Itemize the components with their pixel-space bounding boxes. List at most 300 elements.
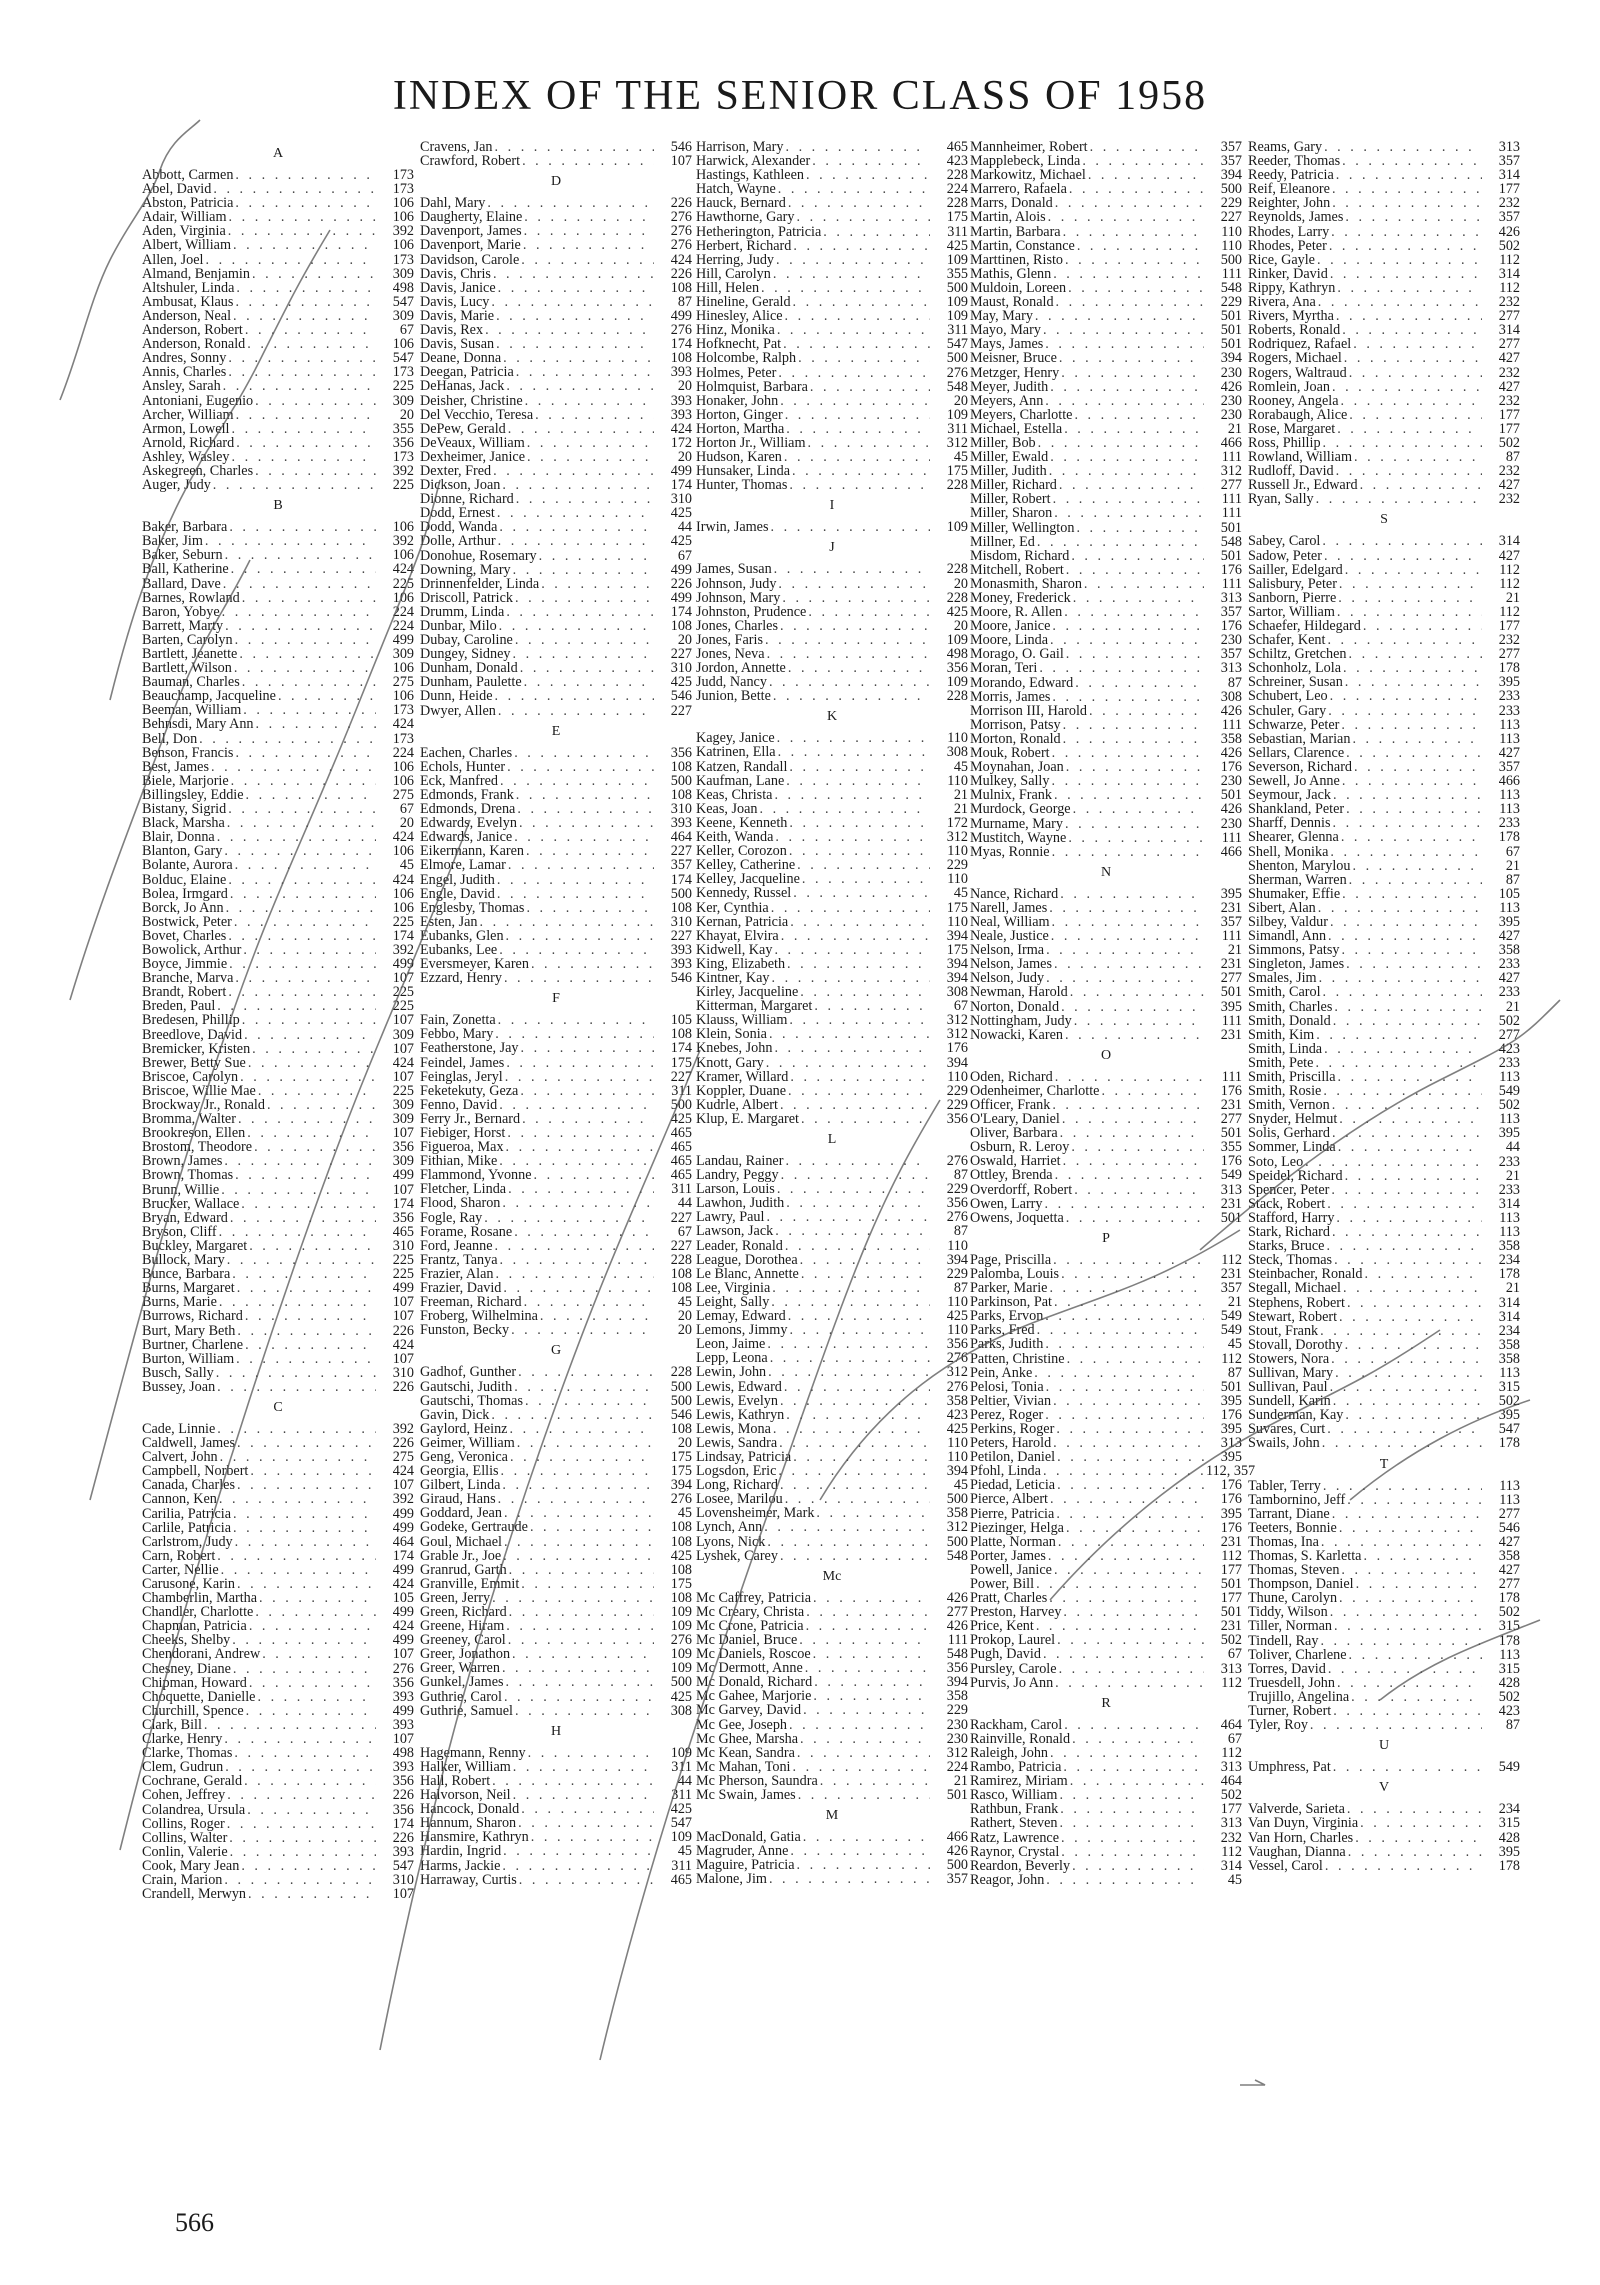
index-entry (970, 478, 1242, 492)
index-entry (420, 1859, 692, 1873)
index-entry (696, 1027, 968, 1041)
leader-dots (244, 1028, 376, 1042)
index-entry (1248, 802, 1520, 816)
leader-dots (1332, 1507, 1482, 1521)
leader-dots (256, 717, 376, 731)
page-reference: 395 (1220, 885, 1242, 902)
student-name: Moore, Linda (970, 632, 1049, 649)
index-entry (696, 562, 968, 576)
index-entry (696, 844, 968, 858)
student-name: Beeman, William (142, 702, 242, 719)
student-name: Neal, William (970, 913, 1050, 930)
index-entry (970, 239, 1242, 253)
page-title: INDEX OF THE SENIOR CLASS OF 1958 (392, 73, 1208, 119)
index-entry (142, 1295, 414, 1309)
index-entry (1248, 1014, 1520, 1028)
student-name: Dungey, Sidney (420, 646, 511, 663)
index-entry (696, 1323, 968, 1337)
index-entry (696, 323, 968, 337)
page-reference: 227 (670, 646, 692, 663)
leader-dots (1051, 929, 1204, 943)
leader-dots (1053, 492, 1204, 506)
page-reference: 357 (1220, 1280, 1242, 1297)
leader-dots (495, 140, 655, 154)
leader-dots (246, 788, 376, 802)
index-entry (420, 1535, 692, 1549)
student-name: Sunderman, Kay (1248, 1407, 1344, 1424)
page-reference: 112 (1499, 251, 1520, 268)
leader-dots (1328, 1662, 1482, 1676)
leader-dots (247, 1803, 376, 1817)
index-entry (970, 1873, 1242, 1887)
section-letter: S (1380, 512, 1388, 528)
page-reference: 113 (1499, 1646, 1520, 1663)
student-name: Del Vecchio, Teresa (420, 406, 534, 423)
index-entry (696, 1774, 968, 1788)
leader-dots (1341, 394, 1483, 408)
leader-dots (1052, 619, 1204, 633)
leader-dots (785, 1492, 930, 1506)
leader-dots (1326, 1239, 1482, 1253)
leader-dots (1327, 1422, 1482, 1436)
index-entry (696, 633, 968, 647)
student-name: Long, Richard (696, 1477, 778, 1494)
leader-dots (797, 858, 930, 872)
student-name: Metzger, Henry (970, 364, 1060, 381)
leader-dots (231, 774, 376, 788)
page-reference: 428 (1498, 1829, 1520, 1846)
page-reference: 175 (670, 1575, 692, 1592)
index-entry (142, 267, 414, 281)
leader-dots (1061, 1000, 1204, 1014)
student-name: Dunn, Heide (420, 688, 493, 705)
leader-dots (1036, 1577, 1204, 1591)
index-entry (1248, 182, 1520, 196)
leader-dots (233, 309, 376, 323)
page-reference: 310 (670, 660, 692, 677)
leader-dots (237, 1324, 376, 1338)
leader-dots (516, 788, 654, 802)
section-letter: E (551, 723, 561, 739)
student-name: Rogers, Waltraud (1248, 364, 1347, 381)
student-name: Tiddy, Wilson (1248, 1604, 1328, 1621)
student-name: Thune, Carolyn (1248, 1590, 1338, 1607)
student-name: Singleton, James (1248, 956, 1345, 973)
index-entry (1248, 1084, 1520, 1098)
page-reference: 499 (670, 462, 692, 479)
leader-dots (786, 1408, 930, 1422)
index-entry (420, 1408, 692, 1422)
page-reference: 428 (1498, 1674, 1520, 1691)
leader-dots (793, 295, 930, 309)
page-reference: 276 (670, 209, 692, 226)
student-name: Drumm, Linda (420, 603, 505, 620)
index-entry (1248, 1831, 1520, 1845)
index-entry (1248, 1676, 1520, 1690)
index-entry (420, 1450, 692, 1464)
student-name: Brandt, Robert (142, 984, 227, 1001)
student-name: Solis, Gerhard (1248, 1125, 1330, 1142)
leader-dots (504, 1535, 654, 1549)
leader-dots (524, 210, 654, 224)
leader-dots (234, 1746, 376, 1760)
page-reference: 173 (392, 167, 414, 183)
page-reference: 20 (953, 392, 968, 409)
page-reference: 111 (1221, 1068, 1242, 1085)
index-entry (1248, 563, 1520, 577)
student-name: Greer, Warren (420, 1660, 500, 1677)
student-name: Gautschi, Judith (420, 1378, 513, 1395)
student-name: Gavin, Dick (420, 1406, 490, 1423)
student-name: Churchill, Spence (142, 1702, 244, 1719)
index-entry (1248, 1619, 1520, 1633)
leader-dots (1054, 506, 1204, 520)
page-reference: 108 (670, 618, 692, 634)
page-reference: 392 (392, 462, 414, 479)
student-name: Lynch, Ann (696, 1519, 763, 1536)
leader-dots (1356, 1577, 1482, 1591)
leader-dots (498, 704, 654, 718)
student-name: Eubanks, Lee (420, 941, 498, 958)
index-entry (1248, 887, 1520, 901)
index-entry (1248, 605, 1520, 619)
page-reference: 392 (392, 533, 414, 550)
student-name: Nelson, Judy (970, 970, 1045, 987)
index-entry (1248, 1422, 1520, 1436)
student-name: Baron, Yobye (142, 603, 220, 620)
leader-dots (1063, 1760, 1204, 1774)
leader-dots (1339, 577, 1482, 591)
page-reference: 277 (1498, 646, 1520, 663)
student-name: Hunsaker, Linda (696, 463, 790, 480)
student-name: Peltier, Vivian (970, 1392, 1052, 1409)
leader-dots (506, 1140, 654, 1154)
leader-dots (814, 1675, 930, 1689)
leader-dots (1060, 1126, 1204, 1140)
student-name: Figueroa, Max (420, 1139, 504, 1156)
index-entry (1248, 1394, 1520, 1408)
student-name: Murdock, George (970, 801, 1071, 818)
index-entry (142, 534, 414, 548)
page-reference: 113 (1499, 1224, 1520, 1241)
page-reference: 393 (392, 1759, 414, 1776)
leader-dots (780, 619, 930, 633)
leader-dots (237, 1577, 376, 1591)
index-entry (696, 281, 968, 295)
index-entry (696, 1267, 968, 1281)
student-name: Armon, Lowell (142, 420, 230, 437)
page-reference: 107 (392, 1477, 414, 1494)
index-entry (696, 1703, 968, 1717)
leader-dots (236, 408, 376, 422)
student-name: Money, Frederick (970, 590, 1071, 606)
student-name: Mc Creary, Christa (696, 1603, 805, 1620)
index-entry (1248, 281, 1520, 295)
leader-dots (516, 365, 654, 379)
index-entry (142, 746, 414, 760)
index-entry (420, 1816, 692, 1830)
leader-dots (221, 1563, 376, 1577)
index-entry (142, 1154, 414, 1168)
page-reference: 106 (392, 547, 414, 564)
page-reference: 499 (392, 1561, 414, 1578)
index-entry (970, 831, 1242, 845)
leader-dots (1316, 1028, 1482, 1042)
index-entry (696, 1830, 968, 1844)
student-name: Mc Gahee, Marjorie (696, 1688, 812, 1705)
page-reference: 313 (1220, 1660, 1242, 1677)
page-reference: 230 (1220, 406, 1242, 423)
student-name: Reedy, Patricia (1248, 167, 1334, 184)
student-name: Gilbert, Linda (420, 1477, 501, 1494)
student-name: Kelley, Catherine (696, 857, 796, 874)
leader-dots (1054, 1563, 1204, 1577)
leader-dots (790, 1844, 930, 1858)
index-entry (970, 1070, 1242, 1084)
page-reference: 173 (392, 448, 414, 465)
leader-dots (1323, 1479, 1482, 1493)
student-name: Keller, Corozon (696, 843, 787, 860)
page-reference: 106 (392, 885, 414, 902)
page-reference: 174 (670, 603, 692, 620)
index-entry (420, 1027, 692, 1041)
student-name: Nance, Richard (970, 885, 1059, 902)
index-entry (696, 366, 968, 380)
student-name: Ratz, Lawrence (970, 1829, 1060, 1846)
page-reference: 225 (392, 984, 414, 1001)
student-name: Cook, Mary Jean (142, 1857, 240, 1874)
student-name: Hudson, Karen (696, 449, 782, 466)
leader-dots (1046, 943, 1204, 957)
page-reference: 87 (953, 1279, 968, 1296)
leader-dots (229, 210, 377, 224)
leader-dots (1333, 816, 1483, 830)
leader-dots (509, 1422, 654, 1436)
page-reference: 173 (392, 730, 414, 747)
page-reference: 502 (1498, 1688, 1520, 1705)
page-reference: 231 (1220, 899, 1242, 916)
index-entry (420, 351, 692, 365)
index-entry (420, 140, 692, 154)
leader-dots (503, 351, 654, 365)
student-name: Smith, Kim (1248, 1026, 1315, 1043)
index-entry (420, 1746, 692, 1760)
index-entry (1248, 436, 1520, 450)
leader-dots (789, 1013, 930, 1027)
page-reference: 111 (1221, 928, 1242, 945)
page-reference: 502 (1220, 1787, 1242, 1804)
student-name: Chendorani, Andrew (142, 1646, 261, 1663)
index-entry (142, 1028, 414, 1042)
index-entry (1248, 394, 1520, 408)
student-name: King, Elizabeth (696, 955, 786, 972)
page-reference: 501 (1220, 547, 1242, 564)
page-reference: 393 (670, 815, 692, 832)
student-name: Toliver, Charlene (1248, 1646, 1347, 1663)
student-name: Febbo, Mary (420, 1026, 494, 1043)
leader-dots (1039, 661, 1204, 675)
index-entry (970, 1028, 1242, 1042)
index-entry (142, 1563, 414, 1577)
index-entry (696, 408, 968, 422)
index-entry (696, 1281, 968, 1295)
student-name: Purvis, Jo Ann (970, 1674, 1054, 1691)
page-reference: 176 (1220, 618, 1242, 635)
leader-dots (518, 1365, 654, 1379)
student-name: Greer, Jonathon (420, 1646, 511, 1663)
leader-dots (759, 802, 930, 816)
leader-dots (517, 1436, 654, 1450)
student-name: Roberts, Ronald (1248, 322, 1341, 339)
index-entry (970, 1507, 1242, 1521)
leader-dots (1060, 1802, 1204, 1816)
page-reference: 45 (1227, 1871, 1242, 1888)
leader-dots (514, 746, 654, 760)
section-letter: G (550, 1343, 562, 1359)
page-reference: 67 (677, 547, 692, 564)
page-reference: 112 (1221, 1350, 1242, 1367)
leader-dots (802, 872, 930, 886)
leader-dots (790, 1070, 930, 1084)
index-entry (142, 1211, 414, 1225)
leader-dots (506, 929, 654, 943)
leader-dots (1043, 323, 1204, 337)
leader-dots (806, 1619, 930, 1633)
page-reference: 174 (392, 1195, 414, 1212)
student-name: Hill, Helen (696, 279, 760, 296)
student-name: Hannum, Sharon (420, 1815, 517, 1832)
page-reference: 309 (392, 646, 414, 662)
student-name: Bryson, Cliff (142, 1223, 217, 1240)
student-name: Behnsdi, Mary Ann (142, 716, 254, 733)
leader-dots (222, 605, 376, 619)
student-name: Jordon, Annette (696, 660, 786, 677)
leader-dots (235, 168, 376, 182)
student-name: Abston, Patricia (142, 195, 234, 212)
leader-dots (789, 816, 930, 830)
leader-dots (1338, 1140, 1482, 1154)
index-entry (970, 1450, 1242, 1464)
leader-dots (789, 478, 930, 492)
index-entry (1248, 1760, 1520, 1774)
page-reference: 275 (392, 786, 414, 803)
student-name: Anderson, Robert (142, 322, 243, 339)
index-entry (970, 1816, 1242, 1830)
page-reference: 358 (946, 1392, 968, 1409)
index-entry (970, 1014, 1242, 1028)
page-reference: 394 (946, 969, 968, 986)
student-name: Eubanks, Glen (420, 927, 504, 944)
leader-dots (774, 788, 930, 802)
student-name: Buckley, Margaret (142, 1237, 248, 1254)
student-name: Esten, Jan (420, 913, 478, 930)
leader-dots (245, 1338, 376, 1352)
student-name: Herbert, Richard (696, 237, 792, 254)
student-name: Horton, Martha (696, 420, 785, 437)
leader-dots (1070, 985, 1204, 999)
page-reference: 112 (1499, 603, 1520, 620)
page-reference: 465 (392, 1223, 414, 1240)
student-name: Davenport, Marie (420, 237, 521, 254)
index-entry (696, 1520, 968, 1534)
index-entry (420, 224, 692, 238)
page-reference: 178 (1498, 1590, 1520, 1607)
student-name: Schaefer, Hildegard (1248, 618, 1361, 634)
leader-dots (520, 661, 654, 675)
index-entry (142, 1338, 414, 1352)
leader-dots (1045, 337, 1204, 351)
index-entry (970, 1337, 1242, 1351)
page-reference: 358 (1498, 942, 1520, 959)
student-name: Crandell, Merwyn (142, 1886, 247, 1903)
index-entry (420, 267, 692, 281)
leader-dots (243, 703, 376, 717)
student-name: Forame, Rosane (420, 1223, 513, 1240)
leader-dots (530, 1520, 654, 1534)
leader-dots (1069, 182, 1204, 196)
student-name: Brown, James (142, 1153, 223, 1170)
leader-dots (228, 985, 376, 999)
page-reference: 424 (392, 829, 414, 846)
leader-dots (772, 971, 930, 985)
leader-dots (235, 1535, 376, 1549)
page-reference: 107 (392, 1125, 414, 1142)
page-reference: 87 (1505, 871, 1520, 888)
index-entry (696, 380, 968, 394)
student-name: Klauss, William (696, 1012, 788, 1029)
page-reference: 110 (947, 1434, 968, 1451)
page-reference: 276 (392, 1660, 414, 1677)
student-name: Junion, Bette (696, 688, 771, 705)
leader-dots (506, 1675, 654, 1689)
page-reference: 109 (670, 1618, 692, 1635)
index-entry (420, 1056, 692, 1070)
student-name: Miller, Ewald (970, 449, 1049, 466)
index-entry (696, 985, 968, 999)
student-name: MacDonald, Gatia (696, 1829, 801, 1846)
leader-dots (1066, 1211, 1204, 1225)
page-reference: 276 (670, 1491, 692, 1508)
page-reference: 395 (1498, 1125, 1520, 1142)
leader-dots (493, 267, 654, 281)
leader-dots (502, 1661, 654, 1675)
leader-dots (775, 1224, 930, 1238)
student-name: Barten, Carolyn (142, 631, 233, 648)
page-reference: 394 (1220, 167, 1242, 184)
index-entry (420, 577, 692, 591)
leader-dots (1322, 534, 1482, 548)
leader-dots (211, 760, 376, 774)
student-name: Tarrant, Diane (1248, 1505, 1330, 1522)
index-entry (970, 1323, 1242, 1337)
leader-dots (1056, 295, 1204, 309)
page-reference: 112 (1499, 279, 1520, 296)
student-name: Auger, Judy (142, 477, 211, 494)
student-name: DeHanas, Jack (420, 378, 505, 395)
page-reference: 277 (1498, 308, 1520, 325)
page-reference: 109 (946, 406, 968, 423)
page-reference: 501 (1220, 787, 1242, 804)
student-name: Lindsay, Patricia (696, 1448, 792, 1465)
page-reference: 227 (670, 1237, 692, 1254)
student-name: Martin, Alois (970, 209, 1046, 226)
student-name: Page, Priscilla (970, 1251, 1052, 1268)
leader-dots (1035, 309, 1204, 323)
index-entry (1248, 168, 1520, 182)
page-reference: 228 (670, 1364, 692, 1381)
index-entry (970, 1436, 1242, 1450)
student-name: Stafford, Harry (1248, 1209, 1335, 1226)
